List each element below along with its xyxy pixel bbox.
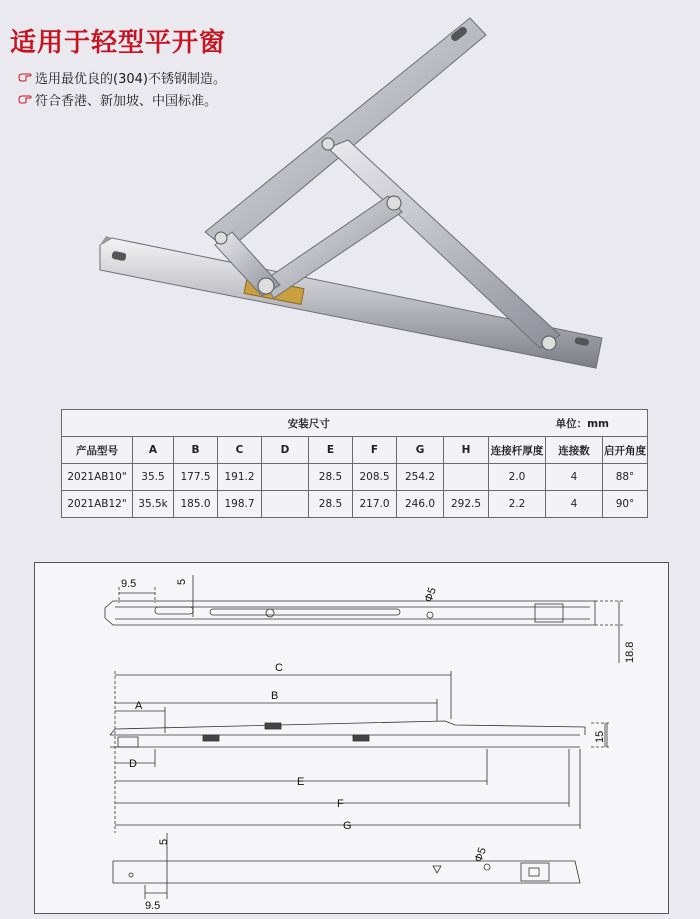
table-cell: 191.2 (218, 464, 262, 491)
feature-text: 选用最优良的(304)不锈钢制造。 (35, 71, 226, 87)
table-cell: 2021AB10" (62, 464, 133, 491)
column-header: H (444, 437, 489, 464)
table-unit: 单位：mm (555, 417, 609, 430)
table-cell: 217.0 (353, 491, 397, 518)
column-header: B (174, 437, 218, 464)
column-header: E (309, 437, 353, 464)
table-cell: 292.5 (444, 491, 489, 518)
dim-label: D (129, 758, 137, 770)
table-cell: 208.5 (353, 464, 397, 491)
table-cell: 2021AB12" (62, 491, 133, 518)
dim-label: C (275, 662, 283, 674)
table-cell: 2.2 (489, 491, 546, 518)
installation-dimensions-table (61, 409, 648, 518)
table-cell: 198.7 (218, 491, 262, 518)
table-cell (262, 491, 309, 518)
dim-label: Φ5 (422, 585, 439, 605)
dim-label: 9.5 (145, 900, 161, 912)
dim-label: 5 (176, 578, 188, 585)
column-header: 连接数 (546, 437, 603, 464)
dim-label: G (343, 820, 352, 832)
column-header: C (218, 437, 262, 464)
dim-label: 5 (158, 838, 170, 845)
table-caption-title: 安装尺寸 (287, 417, 330, 430)
technical-drawing (35, 563, 668, 913)
table-cell: 246.0 (397, 491, 444, 518)
column-header: 产品型号 (62, 437, 133, 464)
dim-label: F (337, 798, 344, 810)
dim-label: Φ5 (472, 845, 489, 865)
dim-label: 9.5 (121, 578, 137, 590)
table-cell: 35.5 (133, 464, 174, 491)
table-cell: 185.0 (174, 491, 218, 518)
dim-label: 15 (594, 730, 606, 743)
dim-label: E (297, 776, 305, 788)
table-cell: 4 (546, 491, 603, 518)
table-cell (444, 464, 489, 491)
table-caption (62, 410, 648, 437)
column-header: A (133, 437, 174, 464)
table-row (62, 491, 648, 518)
table-cell: 88° (603, 464, 648, 491)
table-cell: 2.0 (489, 464, 546, 491)
table-cell: 177.5 (174, 464, 218, 491)
dim-label: A (135, 700, 143, 712)
technical-drawing-panel (34, 562, 669, 914)
column-header: 连接杆厚度 (489, 437, 546, 464)
column-header: G (397, 437, 444, 464)
hinge-product-image (0, 0, 700, 400)
table-cell: 4 (546, 464, 603, 491)
column-header: D (262, 437, 309, 464)
table-header-row (62, 437, 648, 464)
dim-label: B (271, 690, 279, 702)
dim-label: 18.8 (624, 641, 636, 663)
table-cell (262, 464, 309, 491)
table-cell: 90° (603, 491, 648, 518)
feature-text: 符合香港、新加坡、中国标准。 (35, 93, 218, 109)
table-cell: 28.5 (309, 491, 353, 518)
column-header: 启开角度 (603, 437, 648, 464)
table-cell: 28.5 (309, 464, 353, 491)
table-cell: 35.5k (133, 491, 174, 518)
table-cell: 254.2 (397, 464, 444, 491)
table-row (62, 464, 648, 491)
column-header: F (353, 437, 397, 464)
page-title: 适用于轻型平开窗 (10, 28, 227, 58)
